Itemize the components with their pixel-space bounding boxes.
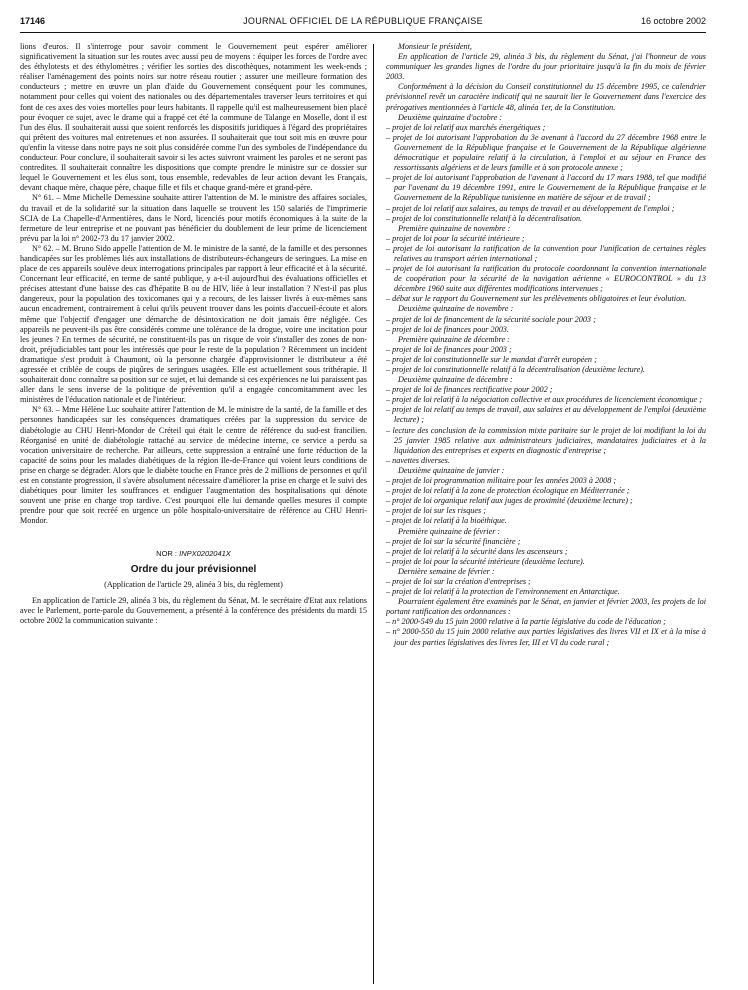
column-divider <box>373 44 374 984</box>
period-items <box>386 577 706 597</box>
closing-paragraph: Pourraient également être examinés par le Sénat, en janvier et février 2003, les projets de loi portant ratification des ordonnances : <box>386 597 706 617</box>
journal-title: JOURNAL OFFICIEL DE LA RÉPUBLIQUE FRANÇAISE <box>243 16 483 26</box>
agenda-item: – projet de loi autorisant la ratification de la convention pour l'unification de certaines règles relatives au transport aérien international ; <box>386 243 706 263</box>
agenda-item: – débat sur le rapport du Gouvernement sur les prélèvements obligatoires et leur évolution. <box>386 294 687 304</box>
agenda-item: – projet de loi relatif à la protection de l'environnement en Antarctique. <box>386 587 620 597</box>
period-label: Deuxième quinzaine de décembre : <box>398 375 513 385</box>
issue-date: 16 octobre 2002 <box>640 16 706 26</box>
period-items <box>386 537 706 567</box>
nor-reference <box>20 549 367 559</box>
agenda-item: – projet de loi relatif à la bioéthique. <box>386 516 507 526</box>
nor-label: NOR : <box>156 548 178 558</box>
page-number: 17146 <box>20 16 46 26</box>
agenda-item: – projet de loi de finances pour 2003 ; <box>386 344 512 354</box>
period-label: Première quinzaine de novembre : <box>398 223 511 233</box>
agenda-item: – projet de loi de finances rectificative pour 2002 ; <box>386 385 553 395</box>
period-items <box>386 476 706 526</box>
ordonnance-item: – n° 2000-550 du 15 juin 2000 relative aux parties législatives des livres VII et IX et à la mise à jour des parties législatives des livres Ier, III et VI du code rural ; <box>386 627 706 647</box>
salutation: Monsieur le président, <box>398 42 472 51</box>
agenda-item: – projet de loi pour la sécurité intérieure (deuxième lecture). <box>386 556 585 566</box>
header-rule <box>20 32 706 33</box>
agenda-item: – projet de loi autorisant l'approbation de l'avenant à l'accord du 17 mars 1988, tel que modifié par l'avenant du 19 décembre 1991, entre le Gouvernement de la République française et le Gouvernement de la République tunisienne en matière de séjour et de travail ; <box>386 173 706 203</box>
left-column <box>20 42 367 987</box>
period-items <box>386 345 706 375</box>
agenda-item: – projet de loi sur les risques ; <box>386 506 486 516</box>
question-62: N° 62. – M. Bruno Sido appelle l'attention de M. le ministre de la santé, de la famille et des personnes handicapées sur les problèmes liés aux installations de distributeurs-échangeurs de seringues. La mise en place de ces appareils soulève deux interrogations principales par rapport à leur efficacité et à la sécurité. Concernant leur efficacité, en terme de santé publique, y a-t-il aujourd'hui des évaluations officielles et précises attestant d'une baisse des cas d'hépatite B ou de HIV, liée à leur installation ? N'est-il pas plus dangereux, pour la population des toxicomanes qui y a recours, de les laisser livrés à eux-mêmes sans aucun encadrement, contrairement à celui qu'ils peuvent trouver dans les points d'accueil-écoute et alors même que l'objectif d'engager une démarche de désintoxication ne doit jamais être négligée. Ces appareils ne peuvent-ils pas être considérés comme une tolérance de la drogue, voire une incitation pour les jeunes ? En termes de sécurité, ne constituent-ils pas un risque de voir s'installer des zones de non-droit, préjudiciables tant pour les intéressés que pour le reste de la population ? Récemment un incident dramatique s'est produit à Chaumont, où la personne chargée d'approvisionner le distributeur a été agressée et criblée de coups de piqûres de seringues usagées. Elle est actuellement sous trithérapie. Il souhaiterait donc connaître sa position sur ce sujet, et lui demande si ces expériences ne lui paraissent pas aller dans le sens inverse de la politique de prévention qu'il a engagée concomitamment avec les ministères de l'éducation nationale et de l'intérieur. <box>20 243 367 405</box>
period-label: Première quinzaine de décembre : <box>398 334 510 344</box>
agenda-item: – projet de loi relatif aux salaires, au temps de travail et au développement de l'emploi ; <box>386 203 675 213</box>
agenda-item: – projet de loi pour la sécurité intérieure ; <box>386 233 525 243</box>
period-label: Première quinzaine de février : <box>398 526 501 536</box>
agenda-item: – projet de loi de financement de la sécurité sociale pour 2003 ; <box>386 314 596 324</box>
agenda-item: – projet de loi de finances pour 2003. <box>386 324 509 334</box>
section-subtitle: (Application de l'article 29, alinéa 3 bis, du règlement) <box>104 579 283 589</box>
nor-code: INPX0202041X <box>179 548 231 558</box>
period-label: Deuxième quinzaine d'octobre : <box>398 112 502 122</box>
closing-paragraph: En application de l'article 29, alinéa 3 bis, du règlement du Sénat, M. le secrétaire d'Etat aux relations avec le Parlement, porte-parole du Gouvernement, a présenté à la conférence des présidents du mardi 15 octobre 2002 la communication suivante : <box>20 595 367 625</box>
agenda-item: – projet de loi sur la sécurité financière ; <box>386 536 521 546</box>
agenda-item: – projet de loi relatif à la zone de protection écologique en Méditerranée ; <box>386 486 630 496</box>
running-header <box>20 16 706 30</box>
question-paragraph: lions d'euros. Il s'interroge pour savoir comment le Gouvernement peut espérer améliorer significativement la situation sur les routes avec aussi peu de moyens : équiper les forces de l'ordre avec des éthylotests et des éthylomètres ; vérifier les sorties des discothèques, notamment les week-ends ; réaliser l'aménagement des points noirs sur notre réseau routier ; assurer une meilleure formation des conducteurs ; mettre en œuvre un plan d'aide du Gouvernement conséquent pour les communes, notamment pour celles qui voient des nationales ou des départementales traverser leurs territoires et qui font de ces axes des voies mortelles pour leurs habitants. Il rappelle qu'il est malheureusement bien placé pour évoquer ce sujet, avec le drame qui a frappé cet été la commune de Talange en Moselle, dont il est l'un des élus. Il souhaiterait aussi que soient renforcés les dispositifs juridiques à l'égard des propriétaires qui prêtent des voitures mal entretenues et non assurées. Il souhaiterait que tout soit mis en œuvre pour qu'enfin la vitesse dans notre pays ne soit plus considérée comme l'un des symboles de l'indépendance du conducteur. Pour conclure, il souhaiterait savoir si les actes suivront vraiment les paroles et ne seront pas contredites. Il souhaiterait connaître les dispositions que compte prendre le ministre sur ce dossier sur lequel le Gouvernement et les élus sont, tous ensemble, redevables de leur action devant les Français, devant chaque mère, chaque père, chaque fille et fils et chaque grand-mère et grand-père. <box>20 42 367 193</box>
period-label: Deuxième quinzaine de novembre : <box>398 304 514 314</box>
question-63: N° 63. – Mme Hélène Luc souhaite attirer l'attention de M. le ministre de la santé, de la famille et des personnes handicapées sur les conséquences dramatiques créées par la suppression du service de diabétologie au CHU Henri-Mondor de Créteil qui était le centre de référence du sud-est francilien. Réorganisé en unité de diabétologie rattaché au service de médecine interne, ce service a perdu sa vocation universitaire de recherche. Par ailleurs, cette suppression a entraîné une forte réduction de la capacité de soins pour les malades diabétiques de la région Ile-de-France qui voient leurs conditions de prise en charge se dégrader. Alors que le diabète touche en France près de 2 millions de personnes et qu'il est en constante progression, il s'avère absolument nécessaire d'améliorer la prise en charge et le suivi des diabétiques pour limiter les souffrances et endiguer l'augmentation des hospitalisations qui dénote souvent une prise en charge trop tardive. C'est pourquoi elle lui demande quelles mesures il compte prendre pour que soit recréé en urgence un pôle hospitalo-universitaire de référence au CHU Henri-Mondor. <box>20 405 367 526</box>
agenda-item: – lecture des conclusion de la commission mixte paritaire sur le projet de loi modifiant la loi du 25 janvier 1985 relative aux administrateurs judiciaires, mandataires judiciaires et à la liquidation des entreprises et experts en diagnostic d'entreprise ; <box>386 425 706 455</box>
agenda-item: – projet de loi autorisant l'approbation du 3e avenant à l'accord du 27 décembre 1968 entre le Gouvernement de la République française et le Gouvernement de la République algérienne démocratique et populaire relatif à la circulation, à l'emploi et au séjour en France des ressortissants algériens et de leurs famille et à son protocole annexe ; <box>386 132 706 173</box>
right-column <box>386 42 706 987</box>
intro-paragraph: En application de l'article 29, alinéa 3 bis, du règlement du Sénat, j'ai l'honneur de vous communiquer les grandes lignes de l'ordre du jour prioritaire jusqu'à la fin du mois de février 2003. <box>386 52 706 82</box>
period-items <box>386 385 706 466</box>
agenda-item: – projet de loi organique relatif aux juges de proximité (deuxième lecture) ; <box>386 496 633 506</box>
ordonnance-list <box>386 617 706 647</box>
period-items <box>386 123 706 224</box>
agenda-item: – projet de loi programmation militaire pour les années 2003 à 2008 ; <box>386 476 617 486</box>
period-label: Deuxième quinzaine de janvier : <box>398 465 505 475</box>
agenda-item: – projet de loi autorisant la ratification du protocole coordonnant la convention internationale de coopération pour la sécurité de la navigation aérienne « EUROCONTROL » du 13 décembre 1960 suite aux différentes modifications intervenues ; <box>386 264 706 294</box>
intro-paragraph: Conformément à la décision du Conseil constitutionnel du 15 décembre 1995, ce calendrier prévisionnel revêt un caractère indicatif qui ne saurait lier le Gouvernement dans l'exercice des prérogatives mentionnées à l'article 48, alinéa 1er, de la Constitution. <box>386 82 706 112</box>
period-items <box>386 315 706 335</box>
agenda-item: – projet de loi constitutionnelle relatif à la décentralisation. <box>386 213 583 223</box>
agenda-item: – projet de loi relatif au temps de travail, aux salaires et au développement de l'emploi (deuxième lecture) ; <box>386 405 706 425</box>
period-items <box>386 234 706 305</box>
ordonnance-item: – n° 2000-549 du 15 juin 2000 relative à la partie législative du code de l'éducation ; <box>386 617 666 627</box>
question-61: N° 61. – Mme Michelle Demessine souhaite attirer l'attention de M. le ministre des affaires sociales, du travail et de la solidarité sur la situation dans laquelle se trouvent les 150 salariés de l'imprimerie SCIA de La Chapelle-d'Armentières, dans le Nord, licenciés pour motifs économiques à la suite de la fermeture de leur entreprise et ne pouvant pas bénéficier du doublement de leur prime de licenciement prévu par la loi n° 2002-73 du 17 janvier 2002. <box>20 193 367 243</box>
agenda-item: – projet de loi relatif aux marchés énergétiques ; <box>386 122 546 132</box>
agenda-item: – navettes diverses. <box>386 455 450 465</box>
agenda-item: – projet de loi relatif à la sécurité dans les ascenseurs ; <box>386 546 568 556</box>
agenda-periods <box>386 113 706 598</box>
agenda-item: – projet de loi constitutionnelle relatif à la décentralisation (deuxième lecture). <box>386 365 645 374</box>
section-title: Ordre du jour prévisionnel <box>130 563 257 575</box>
agenda-item: – projet de loi sur la création d'entreprises ; <box>386 576 531 586</box>
period-label: Dernière semaine de février : <box>398 566 495 576</box>
agenda-item: – projet de loi relatif à la négociation collective et aux procédures de licenciement économique ; <box>386 395 702 405</box>
agenda-item: – projet de loi constitutionnelle sur le mandat d'arrêt européen ; <box>386 354 597 364</box>
